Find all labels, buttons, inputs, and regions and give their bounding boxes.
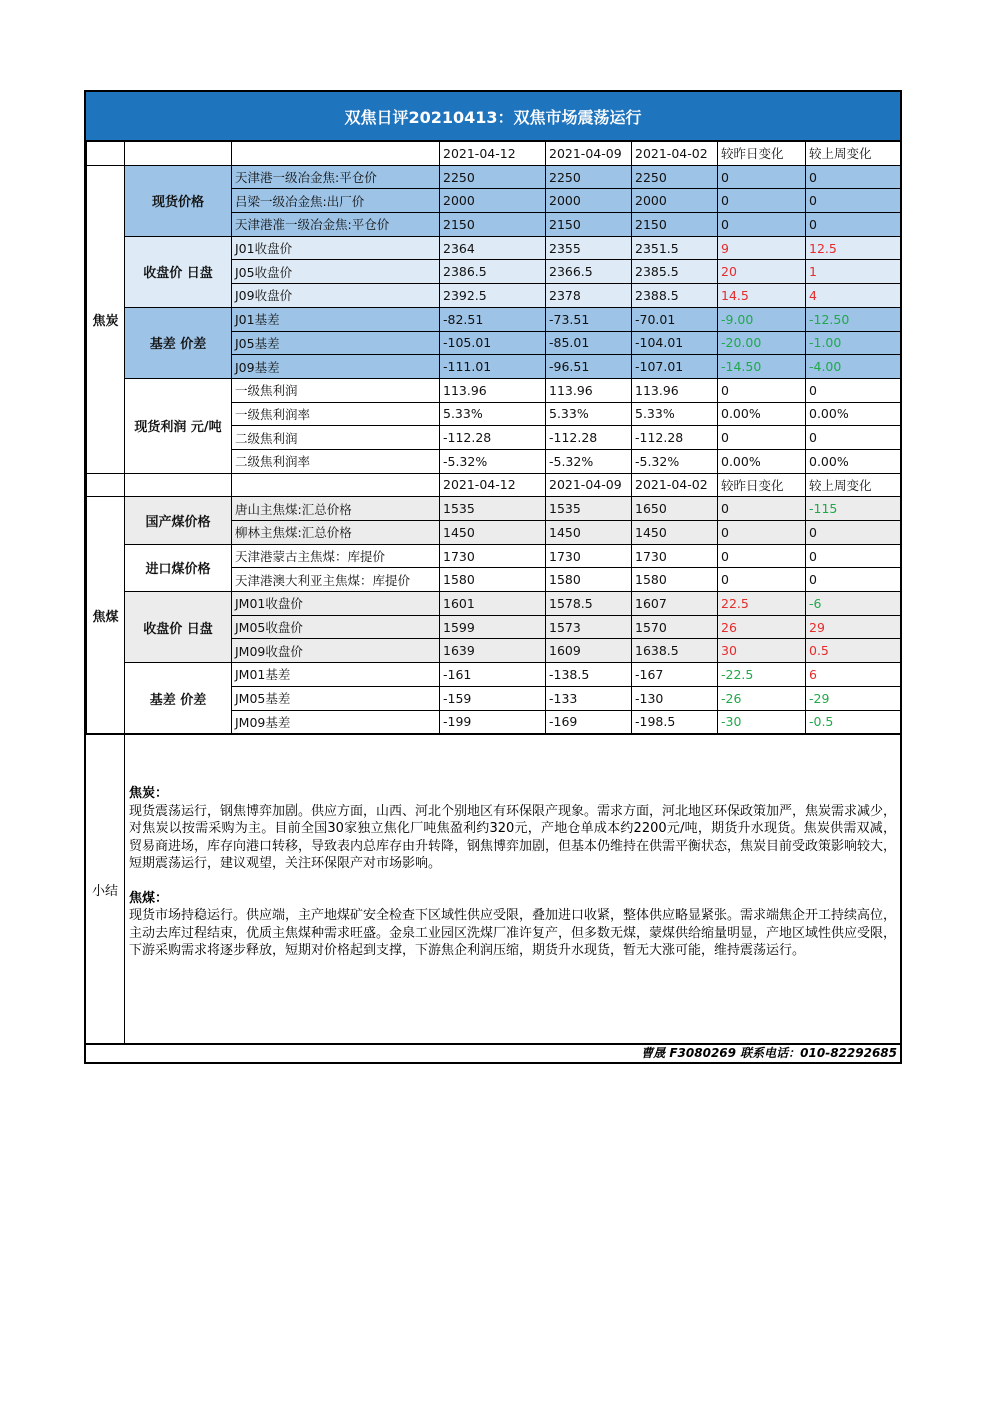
- value-cell: 0: [718, 165, 806, 189]
- value-cell: 1570: [632, 615, 718, 639]
- table-row: [87, 378, 901, 402]
- header-row: [87, 473, 901, 497]
- value-cell: 0: [806, 378, 901, 402]
- value-cell: 12.5: [806, 236, 901, 260]
- group-label: 进口煤价格: [125, 544, 232, 591]
- header-cell: 2021-04-12: [440, 142, 546, 166]
- group-label: 基差 价差: [125, 307, 232, 378]
- value-cell: 0.00%: [806, 449, 901, 473]
- value-cell: 113.96: [546, 378, 632, 402]
- value-cell: -112.28: [632, 426, 718, 450]
- value-cell: -167: [632, 663, 718, 687]
- group-label: 现货利润 元/吨: [125, 378, 232, 473]
- row-name: 一级焦利润率: [232, 402, 440, 426]
- value-cell: 0: [806, 568, 901, 592]
- value-cell: 6: [806, 663, 901, 687]
- value-cell: -199: [440, 710, 546, 734]
- group-label: 收盘价 日盘: [125, 236, 232, 307]
- value-cell: 2250: [546, 165, 632, 189]
- value-cell: 5.33%: [440, 402, 546, 426]
- row-name: 天津港一级冶金焦:平仓价: [232, 165, 440, 189]
- value-cell: 1580: [440, 568, 546, 592]
- summary-section: [86, 734, 900, 1043]
- value-cell: 2000: [546, 189, 632, 213]
- table-row: [87, 544, 901, 568]
- table-row: [87, 165, 901, 189]
- value-cell: 0.5: [806, 639, 901, 663]
- value-cell: -73.51: [546, 307, 632, 331]
- value-cell: 0: [718, 189, 806, 213]
- value-cell: -169: [546, 710, 632, 734]
- value-cell: 2385.5: [632, 260, 718, 284]
- value-cell: 2000: [632, 189, 718, 213]
- row-name: 天津港准一级冶金焦:平仓价: [232, 213, 440, 237]
- value-cell: -111.01: [440, 355, 546, 379]
- value-cell: 1580: [632, 568, 718, 592]
- value-cell: 2392.5: [440, 284, 546, 308]
- value-cell: 2366.5: [546, 260, 632, 284]
- summary-label: 小结: [86, 735, 125, 1043]
- row-name: 二级焦利润率: [232, 449, 440, 473]
- value-cell: 2250: [440, 165, 546, 189]
- header-empty-cell: [87, 473, 125, 497]
- row-name: J01基差: [232, 307, 440, 331]
- value-cell: 1650: [632, 497, 718, 521]
- value-cell: 5.33%: [632, 402, 718, 426]
- value-cell: 9: [718, 236, 806, 260]
- row-name: J05基差: [232, 331, 440, 355]
- value-cell: 1: [806, 260, 901, 284]
- coke-summary-heading: 焦炭：: [129, 786, 169, 802]
- value-cell: 2150: [440, 213, 546, 237]
- table-row: [87, 307, 901, 331]
- table-row: [87, 497, 901, 521]
- value-cell: 1607: [632, 592, 718, 616]
- value-cell: -0.5: [806, 710, 901, 734]
- value-cell: -133: [546, 686, 632, 710]
- value-cell: 0: [806, 213, 901, 237]
- value-cell: -5.32%: [632, 449, 718, 473]
- header-cell: 2021-04-09: [546, 473, 632, 497]
- value-cell: -112.28: [546, 426, 632, 450]
- header-empty-cell: [125, 473, 232, 497]
- value-cell: 2150: [632, 213, 718, 237]
- coke-section-label: 焦炭: [87, 165, 125, 473]
- row-name: J05收盘价: [232, 260, 440, 284]
- data-table: [86, 141, 901, 734]
- value-cell: 1573: [546, 615, 632, 639]
- coke-summary-text: 现货震荡运行，钢焦博弈加剧。供应方面，山西、河北个别地区有环保限产现象。需求方面，河北地区环保政策加严，焦炭需求减少，对焦炭以按需采购为主。目前全国30家独立焦化厂吨焦盈利约320元，产地仓单成本约2200元/吨，期货升水现货。焦炭供需双减，贸易商进场，库存向港口转移，导致表内总库存由升转降，钢焦博弈加剧，但基本仍维持在供需平衡状态，焦炭目前受政策影响较大，短期震荡运行，建议观望，关注环保限产对市场影响。: [129, 803, 897, 872]
- header-cell: 较上周变化: [806, 142, 901, 166]
- value-cell: 1535: [440, 497, 546, 521]
- value-cell: 1450: [546, 521, 632, 545]
- value-cell: 0: [806, 189, 901, 213]
- value-cell: 1638.5: [632, 639, 718, 663]
- value-cell: -96.51: [546, 355, 632, 379]
- table-row: [87, 663, 901, 687]
- value-cell: 1450: [632, 521, 718, 545]
- value-cell: 0: [806, 521, 901, 545]
- value-cell: -159: [440, 686, 546, 710]
- header-cell: 2021-04-02: [632, 473, 718, 497]
- row-name: JM01基差: [232, 663, 440, 687]
- value-cell: 2351.5: [632, 236, 718, 260]
- value-cell: 1578.5: [546, 592, 632, 616]
- value-cell: -30: [718, 710, 806, 734]
- value-cell: -115: [806, 497, 901, 521]
- row-name: JM09基差: [232, 710, 440, 734]
- value-cell: 2150: [546, 213, 632, 237]
- group-label: 基差 价差: [125, 663, 232, 734]
- value-cell: -4.00: [806, 355, 901, 379]
- value-cell: 2364: [440, 236, 546, 260]
- table-row: [87, 236, 901, 260]
- value-cell: 14.5: [718, 284, 806, 308]
- value-cell: -9.00: [718, 307, 806, 331]
- header-cell: 较上周变化: [806, 473, 901, 497]
- value-cell: 4: [806, 284, 901, 308]
- value-cell: 0: [806, 426, 901, 450]
- value-cell: 0.00%: [718, 402, 806, 426]
- value-cell: 2386.5: [440, 260, 546, 284]
- header-cell: 较昨日变化: [718, 473, 806, 497]
- value-cell: 22.5: [718, 592, 806, 616]
- row-name: 柳林主焦煤:汇总价格: [232, 521, 440, 545]
- value-cell: -14.50: [718, 355, 806, 379]
- row-name: JM09收盘价: [232, 639, 440, 663]
- row-name: 天津港澳大利亚主焦煤：库提价: [232, 568, 440, 592]
- value-cell: 0: [718, 378, 806, 402]
- value-cell: -12.50: [806, 307, 901, 331]
- value-cell: 0: [718, 521, 806, 545]
- value-cell: 1599: [440, 615, 546, 639]
- header-empty-cell: [232, 473, 440, 497]
- value-cell: 1730: [546, 544, 632, 568]
- row-name: JM01收盘价: [232, 592, 440, 616]
- value-cell: -22.5: [718, 663, 806, 687]
- value-cell: -5.32%: [546, 449, 632, 473]
- value-cell: -5.32%: [440, 449, 546, 473]
- value-cell: -130: [632, 686, 718, 710]
- coal-summary-text: 现货市场持稳运行。供应端，主产地煤矿安全检查下区域性供应受限，叠加进口收紧，整体供应略显紧张。需求端焦企开工持续高位，主动去库过程结束，优质主焦煤种需求旺盛。金泉工业园区洗煤厂准许复产，但多数无煤，蒙煤供给缩量明显，产地区域性供应受限，下游采购需求将逐步释放，短期对价格起到支撑，下游焦企利润压缩，期货升水现货，暂无大涨可能，维持震荡运行。: [129, 908, 897, 959]
- value-cell: 1609: [546, 639, 632, 663]
- value-cell: 2378: [546, 284, 632, 308]
- row-name: J01收盘价: [232, 236, 440, 260]
- row-name: JM05收盘价: [232, 615, 440, 639]
- value-cell: -20.00: [718, 331, 806, 355]
- value-cell: -70.01: [632, 307, 718, 331]
- value-cell: 1580: [546, 568, 632, 592]
- value-cell: 2250: [632, 165, 718, 189]
- value-cell: 1730: [632, 544, 718, 568]
- header-cell: 2021-04-09: [546, 142, 632, 166]
- coal-section-label: 焦煤: [87, 497, 125, 734]
- value-cell: 0: [718, 213, 806, 237]
- header-row: [87, 142, 901, 166]
- value-cell: -26: [718, 686, 806, 710]
- value-cell: -105.01: [440, 331, 546, 355]
- value-cell: 26: [718, 615, 806, 639]
- group-label: 收盘价 日盘: [125, 592, 232, 663]
- header-empty-cell: [87, 142, 125, 166]
- value-cell: -82.51: [440, 307, 546, 331]
- header-cell: 较昨日变化: [718, 142, 806, 166]
- group-label: 国产煤价格: [125, 497, 232, 544]
- value-cell: 30: [718, 639, 806, 663]
- group-label: 现货价格: [125, 165, 232, 236]
- value-cell: 29: [806, 615, 901, 639]
- row-name: J09基差: [232, 355, 440, 379]
- row-name: JM05基差: [232, 686, 440, 710]
- coal-summary-heading: 焦煤：: [129, 890, 169, 906]
- value-cell: 5.33%: [546, 402, 632, 426]
- value-cell: -107.01: [632, 355, 718, 379]
- value-cell: -29: [806, 686, 901, 710]
- table-row: [87, 592, 901, 616]
- value-cell: 0: [718, 544, 806, 568]
- report-title: 双焦日评20210413：双焦市场震荡运行: [86, 92, 900, 141]
- value-cell: 1639: [440, 639, 546, 663]
- row-name: 唐山主焦煤:汇总价格: [232, 497, 440, 521]
- value-cell: -138.5: [546, 663, 632, 687]
- value-cell: 0: [718, 568, 806, 592]
- value-cell: 1450: [440, 521, 546, 545]
- report-sheet: [84, 90, 902, 1064]
- row-name: 吕梁一级冶金焦:出厂价: [232, 189, 440, 213]
- header-cell: 2021-04-02: [632, 142, 718, 166]
- footer-contact: 曹晟 F3080269 联系电话：010-82292685: [86, 1043, 900, 1062]
- value-cell: 0.00%: [718, 449, 806, 473]
- value-cell: -1.00: [806, 331, 901, 355]
- value-cell: -104.01: [632, 331, 718, 355]
- value-cell: -161: [440, 663, 546, 687]
- value-cell: 2388.5: [632, 284, 718, 308]
- value-cell: 113.96: [632, 378, 718, 402]
- header-empty-cell: [125, 142, 232, 166]
- header-empty-cell: [232, 142, 440, 166]
- value-cell: 20: [718, 260, 806, 284]
- row-name: 天津港蒙古主焦煤：库提价: [232, 544, 440, 568]
- value-cell: -6: [806, 592, 901, 616]
- value-cell: 0: [806, 544, 901, 568]
- value-cell: -85.01: [546, 331, 632, 355]
- value-cell: 1601: [440, 592, 546, 616]
- value-cell: 2000: [440, 189, 546, 213]
- value-cell: 1730: [440, 544, 546, 568]
- value-cell: 0: [806, 165, 901, 189]
- header-cell: 2021-04-12: [440, 473, 546, 497]
- row-name: 二级焦利润: [232, 426, 440, 450]
- value-cell: 2355: [546, 236, 632, 260]
- value-cell: 1535: [546, 497, 632, 521]
- value-cell: -112.28: [440, 426, 546, 450]
- value-cell: 0: [718, 497, 806, 521]
- value-cell: -198.5: [632, 710, 718, 734]
- value-cell: 0.00%: [806, 402, 901, 426]
- row-name: 一级焦利润: [232, 378, 440, 402]
- summary-text: [125, 735, 900, 1043]
- value-cell: 0: [718, 426, 806, 450]
- row-name: J09收盘价: [232, 284, 440, 308]
- value-cell: 113.96: [440, 378, 546, 402]
